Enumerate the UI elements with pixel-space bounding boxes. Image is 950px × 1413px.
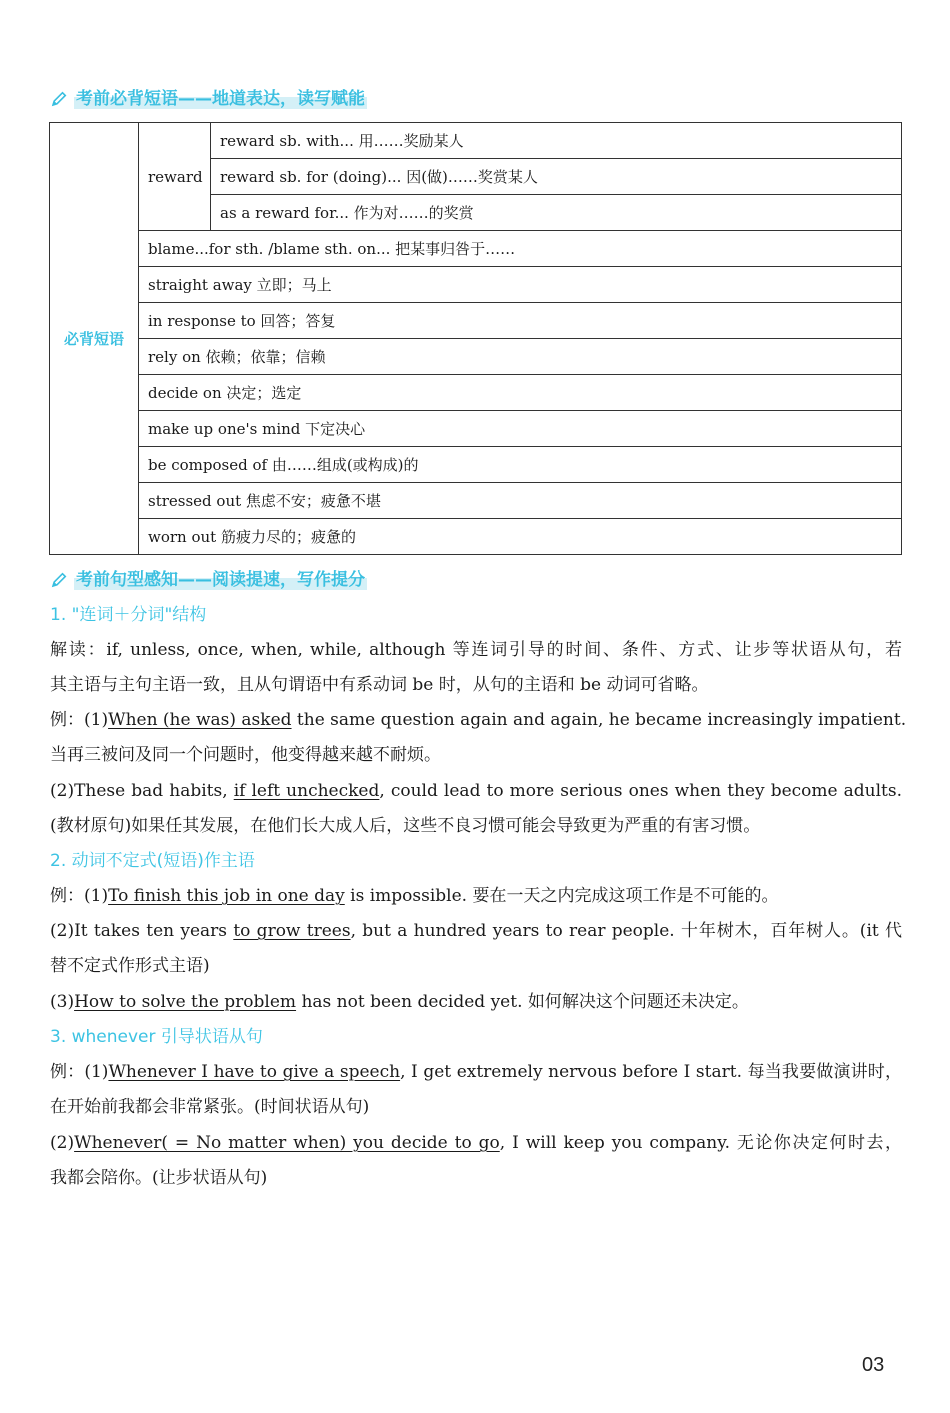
phrase-table	[49, 122, 902, 555]
underlined-phrase: How to solve the problem	[74, 992, 297, 1012]
example-line	[50, 985, 902, 1020]
example-text: , I get extremely nervous before I start. 每当我要做演讲时，	[400, 1062, 902, 1082]
example-text: is impossible. 要在一天之内完成这项工作是不可能的。	[344, 886, 779, 906]
example-prefix: (2)These bad habits,	[50, 781, 234, 801]
example-line	[50, 703, 907, 738]
example-text: the same question again and again, he became increasingly impatient.	[291, 710, 907, 730]
table-row	[50, 303, 902, 339]
table-row	[50, 411, 902, 447]
phrase-cell: be composed of 由……组成(或构成)的	[139, 447, 902, 483]
table-row	[50, 447, 902, 483]
example-continuation: 替不定式作形式主语)	[50, 956, 210, 976]
example-line	[50, 879, 902, 914]
example-line	[50, 914, 902, 949]
phrase-cell: in response to 回答；答复	[139, 303, 902, 339]
example-text: , but a hundred years to rear people. 十年树木，百年树人。(it 代	[350, 921, 902, 941]
phrase-cell: as a reward for... 作为对……的奖赏	[211, 195, 902, 231]
translation-line: (教材原句)如果任其发展，在他们长大成人后，这些不良习惯可能会导致更为严重的有害习惯。	[50, 816, 761, 836]
example-prefix: 例：(1)	[50, 1062, 109, 1082]
phrase-cell: worn out 筋疲力尽的；疲惫的	[139, 519, 902, 555]
phrase-cell: stressed out 焦虑不安；疲惫不堪	[139, 483, 902, 519]
example-text: , I will keep you company. 无论你决定何时去，	[499, 1133, 902, 1153]
table-row	[50, 483, 902, 519]
table-row	[50, 123, 902, 159]
example-continuation: 在开始前我都会非常紧张。(时间状语从句)	[50, 1097, 370, 1117]
explanation-line: 解读：if, unless, once, when, while, although 等连词引导的时间、条件、方式、让步等状语从句，若	[50, 640, 902, 660]
underlined-phrase: Whenever( = No matter when) you decide to go	[74, 1133, 500, 1153]
underlined-phrase: to grow trees	[233, 921, 351, 941]
category-label: 必背短语	[50, 123, 139, 555]
table-row	[50, 519, 902, 555]
phrase-cell: decide on 决定；选定	[139, 375, 902, 411]
phrase-cell: straight away 立即；马上	[139, 267, 902, 303]
underlined-phrase: When (he was) asked	[108, 710, 292, 730]
group-word: reward	[139, 123, 211, 231]
example-prefix: 例：(1)	[50, 710, 109, 730]
pencil-icon	[50, 571, 68, 589]
point-title: 1. "连词＋分词"结构	[50, 605, 207, 625]
example-prefix: (2)It takes ten years	[50, 921, 234, 941]
translation-line: 当再三被问及同一个问题时，他变得越来越不耐烦。	[50, 745, 441, 765]
point-title: 3. whenever 引导状语从句	[50, 1027, 263, 1047]
underlined-phrase: if left unchecked	[233, 781, 380, 801]
phrase-cell: rely on 依赖；依靠；信赖	[139, 339, 902, 375]
phrase-cell: reward sb. for (doing)... 因(做)……奖赏某人	[211, 159, 902, 195]
page-number: 03	[862, 1354, 885, 1376]
example-line	[50, 1055, 902, 1090]
example-line	[50, 1126, 902, 1161]
underlined-phrase: Whenever I have to give a speech	[108, 1062, 401, 1082]
phrase-cell: reward sb. with... 用……奖励某人	[211, 123, 902, 159]
section-title: 考前句型感知——阅读提速，写作提分	[76, 570, 365, 590]
example-text: has not been decided yet. 如何解决这个问题还未决定。	[296, 992, 749, 1012]
section-heading-phrases	[50, 88, 367, 110]
example-line	[50, 774, 902, 809]
explanation-line: 其主语与主句主语一致，且从句谓语中有系动词 be 时，从句的主语和 be 动词可省略。	[50, 675, 709, 695]
example-prefix: 例：(1)	[50, 886, 109, 906]
table-row	[50, 267, 902, 303]
example-text: , could lead to more serious ones when they become adults.	[379, 781, 903, 801]
underlined-phrase: To finish this job in one day	[108, 886, 345, 906]
table-row	[50, 339, 902, 375]
section-heading-sentences	[50, 569, 367, 591]
point-title: 2. 动词不定式(短语)作主语	[50, 851, 255, 871]
phrase-cell: make up one's mind 下定决心	[139, 411, 902, 447]
example-continuation: 我都会陪你。(让步状语从句)	[50, 1168, 268, 1188]
example-prefix: (2)	[50, 1133, 75, 1153]
phrase-cell: blame...for sth. /blame sth. on... 把某事归咎于……	[139, 231, 902, 267]
section-title: 考前必背短语——地道表达，读写赋能	[76, 89, 365, 109]
pencil-icon	[50, 90, 68, 108]
example-prefix: (3)	[50, 992, 75, 1012]
table-row	[50, 231, 902, 267]
table-row	[50, 375, 902, 411]
